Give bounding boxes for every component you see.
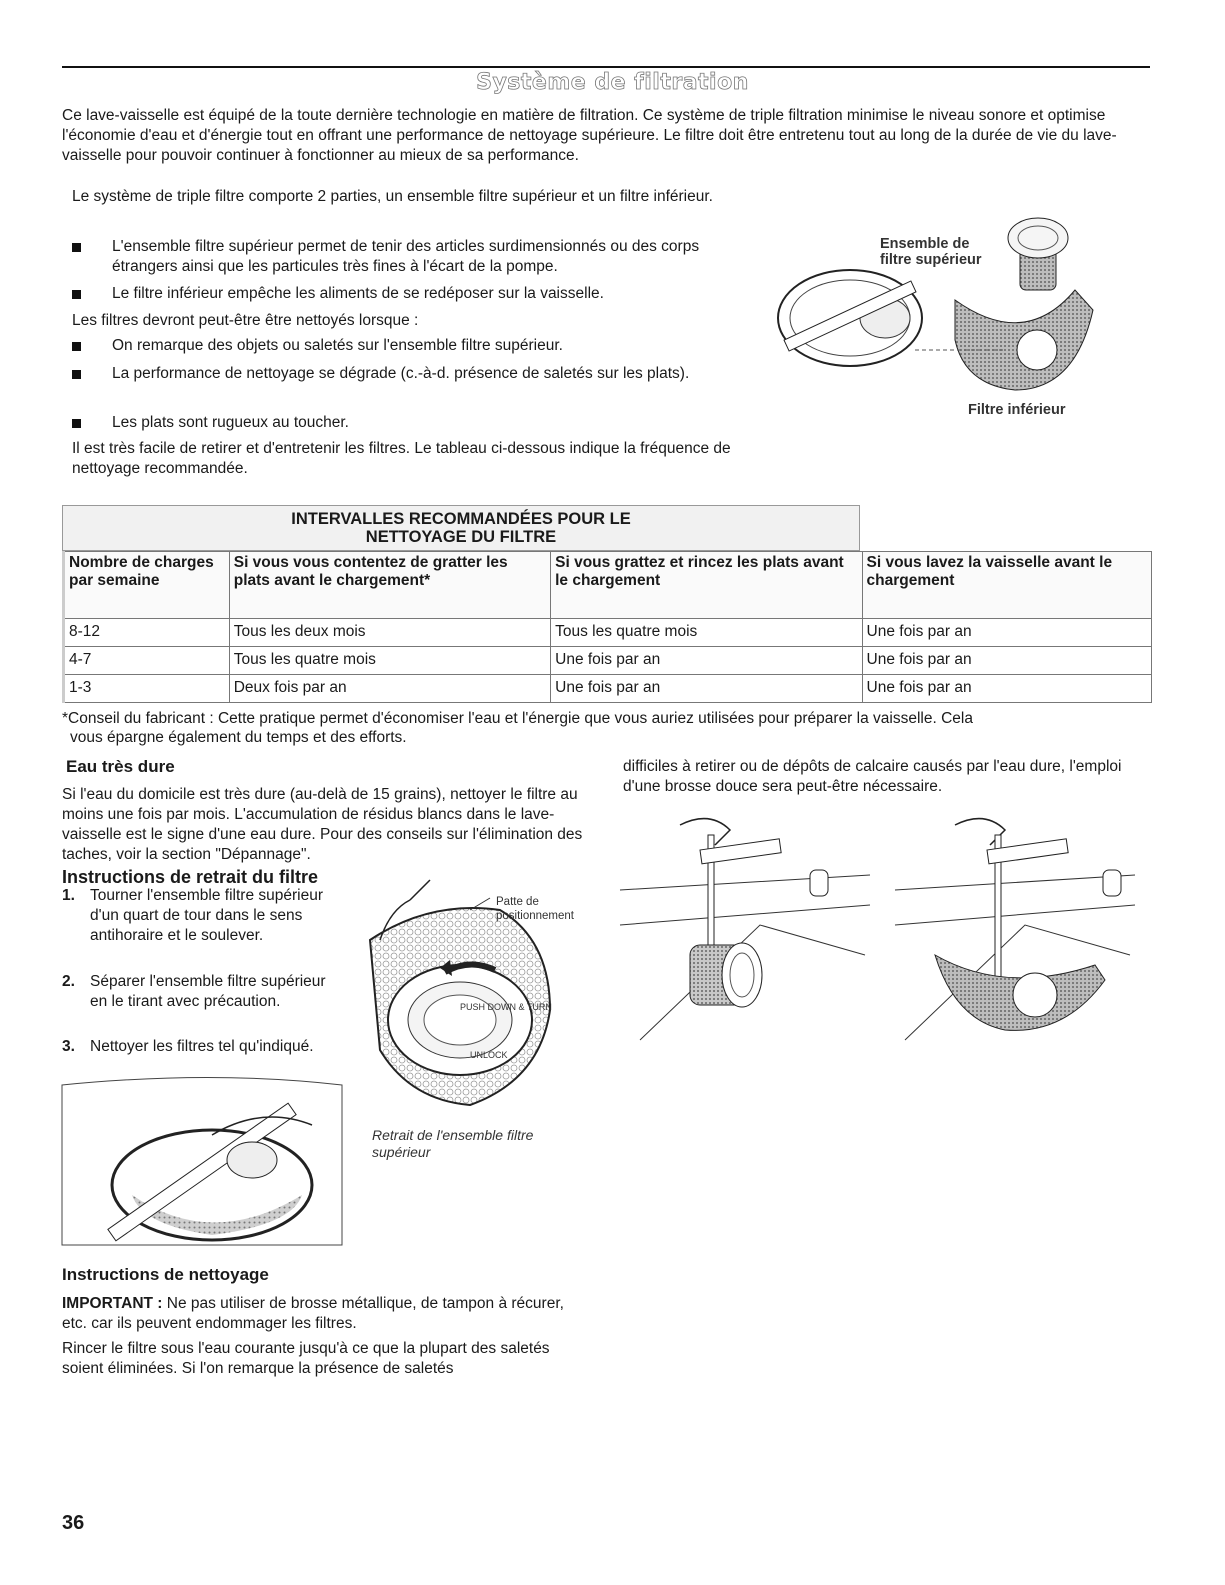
ring-text-push: PUSH DOWN & TURN bbox=[460, 1002, 552, 1012]
table-row bbox=[64, 647, 1152, 675]
table-cell: Tous les quatre mois bbox=[229, 647, 550, 675]
table-header-cell: Si vous lavez la vaisselle avant le chargement bbox=[862, 552, 1151, 619]
table-row bbox=[64, 675, 1152, 703]
cleaning-heading: Instructions de nettoyage bbox=[62, 1265, 269, 1284]
parts-paragraph: Le système de triple filtre comporte 2 parties, un ensemble filtre supérieur et un filtre inférieur. bbox=[72, 188, 713, 205]
table-cell: Une fois par an bbox=[862, 619, 1151, 647]
bullet-marker bbox=[72, 290, 81, 299]
bullet-marker bbox=[72, 419, 81, 428]
table-cell: Tous les deux mois bbox=[229, 619, 550, 647]
hard-water-text: Si l'eau du domicile est très dure (au-delà de 15 grains), nettoyer le filtre au moins une fois par mois. L'accumulation de résidus blancs dans le lave-vaisselle est le signe d'une eau dure. Pour des conseils sur l'élimination des taches, voir la section "Dépannage". bbox=[62, 786, 583, 863]
bullet-marker bbox=[72, 243, 81, 252]
removal-step-2: 2. Séparer l'ensemble filtre supérieur en le tirant avec précaution. bbox=[62, 973, 326, 1010]
removal-caption: Retrait de l'ensemble filtre supérieur bbox=[372, 1127, 534, 1160]
bullet-marker bbox=[72, 370, 81, 379]
page-number: 36 bbox=[62, 1512, 85, 1534]
label-positioning-tab: Patte de positionnement bbox=[496, 896, 574, 922]
table-header-row bbox=[64, 552, 1152, 619]
bullet-rough: Les plats sont rugueux au toucher. bbox=[72, 413, 752, 433]
rinse-text: Rincer le filtre sous l'eau courante jusqu'à ce que la plupart des saletés soient éliminées. Si l'on remarque la présence de saletés bbox=[62, 1340, 550, 1377]
important-text: IMPORTANT : Ne pas utiliser de brosse métallique, de tampon à récurer, etc. car ils peuvent endommager les filtres. bbox=[62, 1295, 564, 1332]
clean-when-text: Les filtres devront peut-être être nettoyés lorsque : bbox=[72, 312, 419, 329]
table-cell: Une fois par an bbox=[551, 647, 862, 675]
label-upper-filter: Ensemble de filtre supérieur bbox=[880, 236, 982, 268]
removal-heading: Instructions de retrait du filtre bbox=[62, 867, 319, 887]
bullet-performance: La performance de nettoyage se dégrade (c.-à-d. présence de saletés sur les plats). bbox=[72, 364, 752, 384]
sink-lower-filter-illustration bbox=[895, 805, 1135, 1040]
cleaning-continued-text: difficiles à retirer ou de dépôts de calcaire causés par l'eau dure, l'emploi d'une brosse douce sera peut-être nécessaire. bbox=[623, 758, 1122, 795]
bullet-lower-filter: Le filtre inférieur empêche les aliments de se redéposer sur la vaisselle. bbox=[72, 284, 752, 304]
bullet-upper-filter: L'ensemble filtre supérieur permet de tenir des articles surdimensionnés ou des corps étrangers ainsi que les particules très fines à l'écart de la pompe. bbox=[72, 237, 752, 277]
table-row bbox=[64, 619, 1152, 647]
table-cell: Deux fois par an bbox=[229, 675, 550, 703]
top-rule bbox=[62, 66, 1150, 68]
table-cell: 1-3 bbox=[64, 675, 230, 703]
table-header-cell: Si vous grattez et rincez les plats avant le chargement bbox=[551, 552, 862, 619]
easy-text: Il est très facile de retirer et d'entretenir les filtres. Le tableau ci-dessous indique la fréquence de nettoyage recommandée. bbox=[72, 440, 731, 477]
bullet-marker bbox=[72, 342, 81, 351]
table-cell: 4-7 bbox=[64, 647, 230, 675]
table-header-cell: Si vous vous contentez de gratter les plats avant le chargement* bbox=[229, 552, 550, 619]
cleaning-intervals-table bbox=[62, 551, 1152, 703]
removal-step-1: 1. Tourner l'ensemble filtre supérieur d'un quart de tour dans le sens antihoraire et le soulever. bbox=[62, 887, 323, 944]
label-lower-filter: Filtre inférieur bbox=[968, 402, 1066, 418]
table-cell: Une fois par an bbox=[862, 647, 1151, 675]
removal-step-3: 3. Nettoyer les filtres tel qu'indiqué. bbox=[62, 1038, 314, 1055]
table-cell: Tous les quatre mois bbox=[551, 619, 862, 647]
filter-assembly-illustration bbox=[775, 200, 1105, 410]
table-cell: Une fois par an bbox=[862, 675, 1151, 703]
dishwasher-filter-illustration bbox=[62, 1075, 347, 1255]
page-title: Système de filtration bbox=[476, 70, 749, 95]
table-cell: Une fois par an bbox=[551, 675, 862, 703]
bullet-objects: On remarque des objets ou saletés sur l'ensemble filtre supérieur. bbox=[72, 336, 752, 356]
table-header-cell: Nombre de charges par semaine bbox=[64, 552, 230, 619]
hard-water-heading: Eau très dure bbox=[66, 757, 175, 776]
ring-text-unlock: UNLOCK bbox=[470, 1050, 508, 1060]
table-cell: 8-12 bbox=[64, 619, 230, 647]
intro-paragraph: Ce lave-vaisselle est équipé de la toute dernière technologie en matière de filtration. Ce système de triple filtration minimise le niveau sonore et optimise l'économie d'eau et d'énergie tout en offrant une performance de nettoyage supérieure. Le filtre doit être entretenu tout au long de la durée de vie du lave-vaisselle pour pouvoir continuer à fonctionner au mieux de sa performance. bbox=[62, 107, 1117, 164]
table-footnote: *Conseil du fabricant : Cette pratique permet d'économiser l'eau et l'énergie que vous auriez utilisées pour préparer la vaisselle. Cela vous épargne également du temps et des efforts. bbox=[62, 710, 973, 746]
sink-upper-filter-illustration bbox=[620, 805, 870, 1040]
table-title: INTERVALLES RECOMMANDÉES POUR LE NETTOYAGE DU FILTRE bbox=[62, 505, 860, 551]
